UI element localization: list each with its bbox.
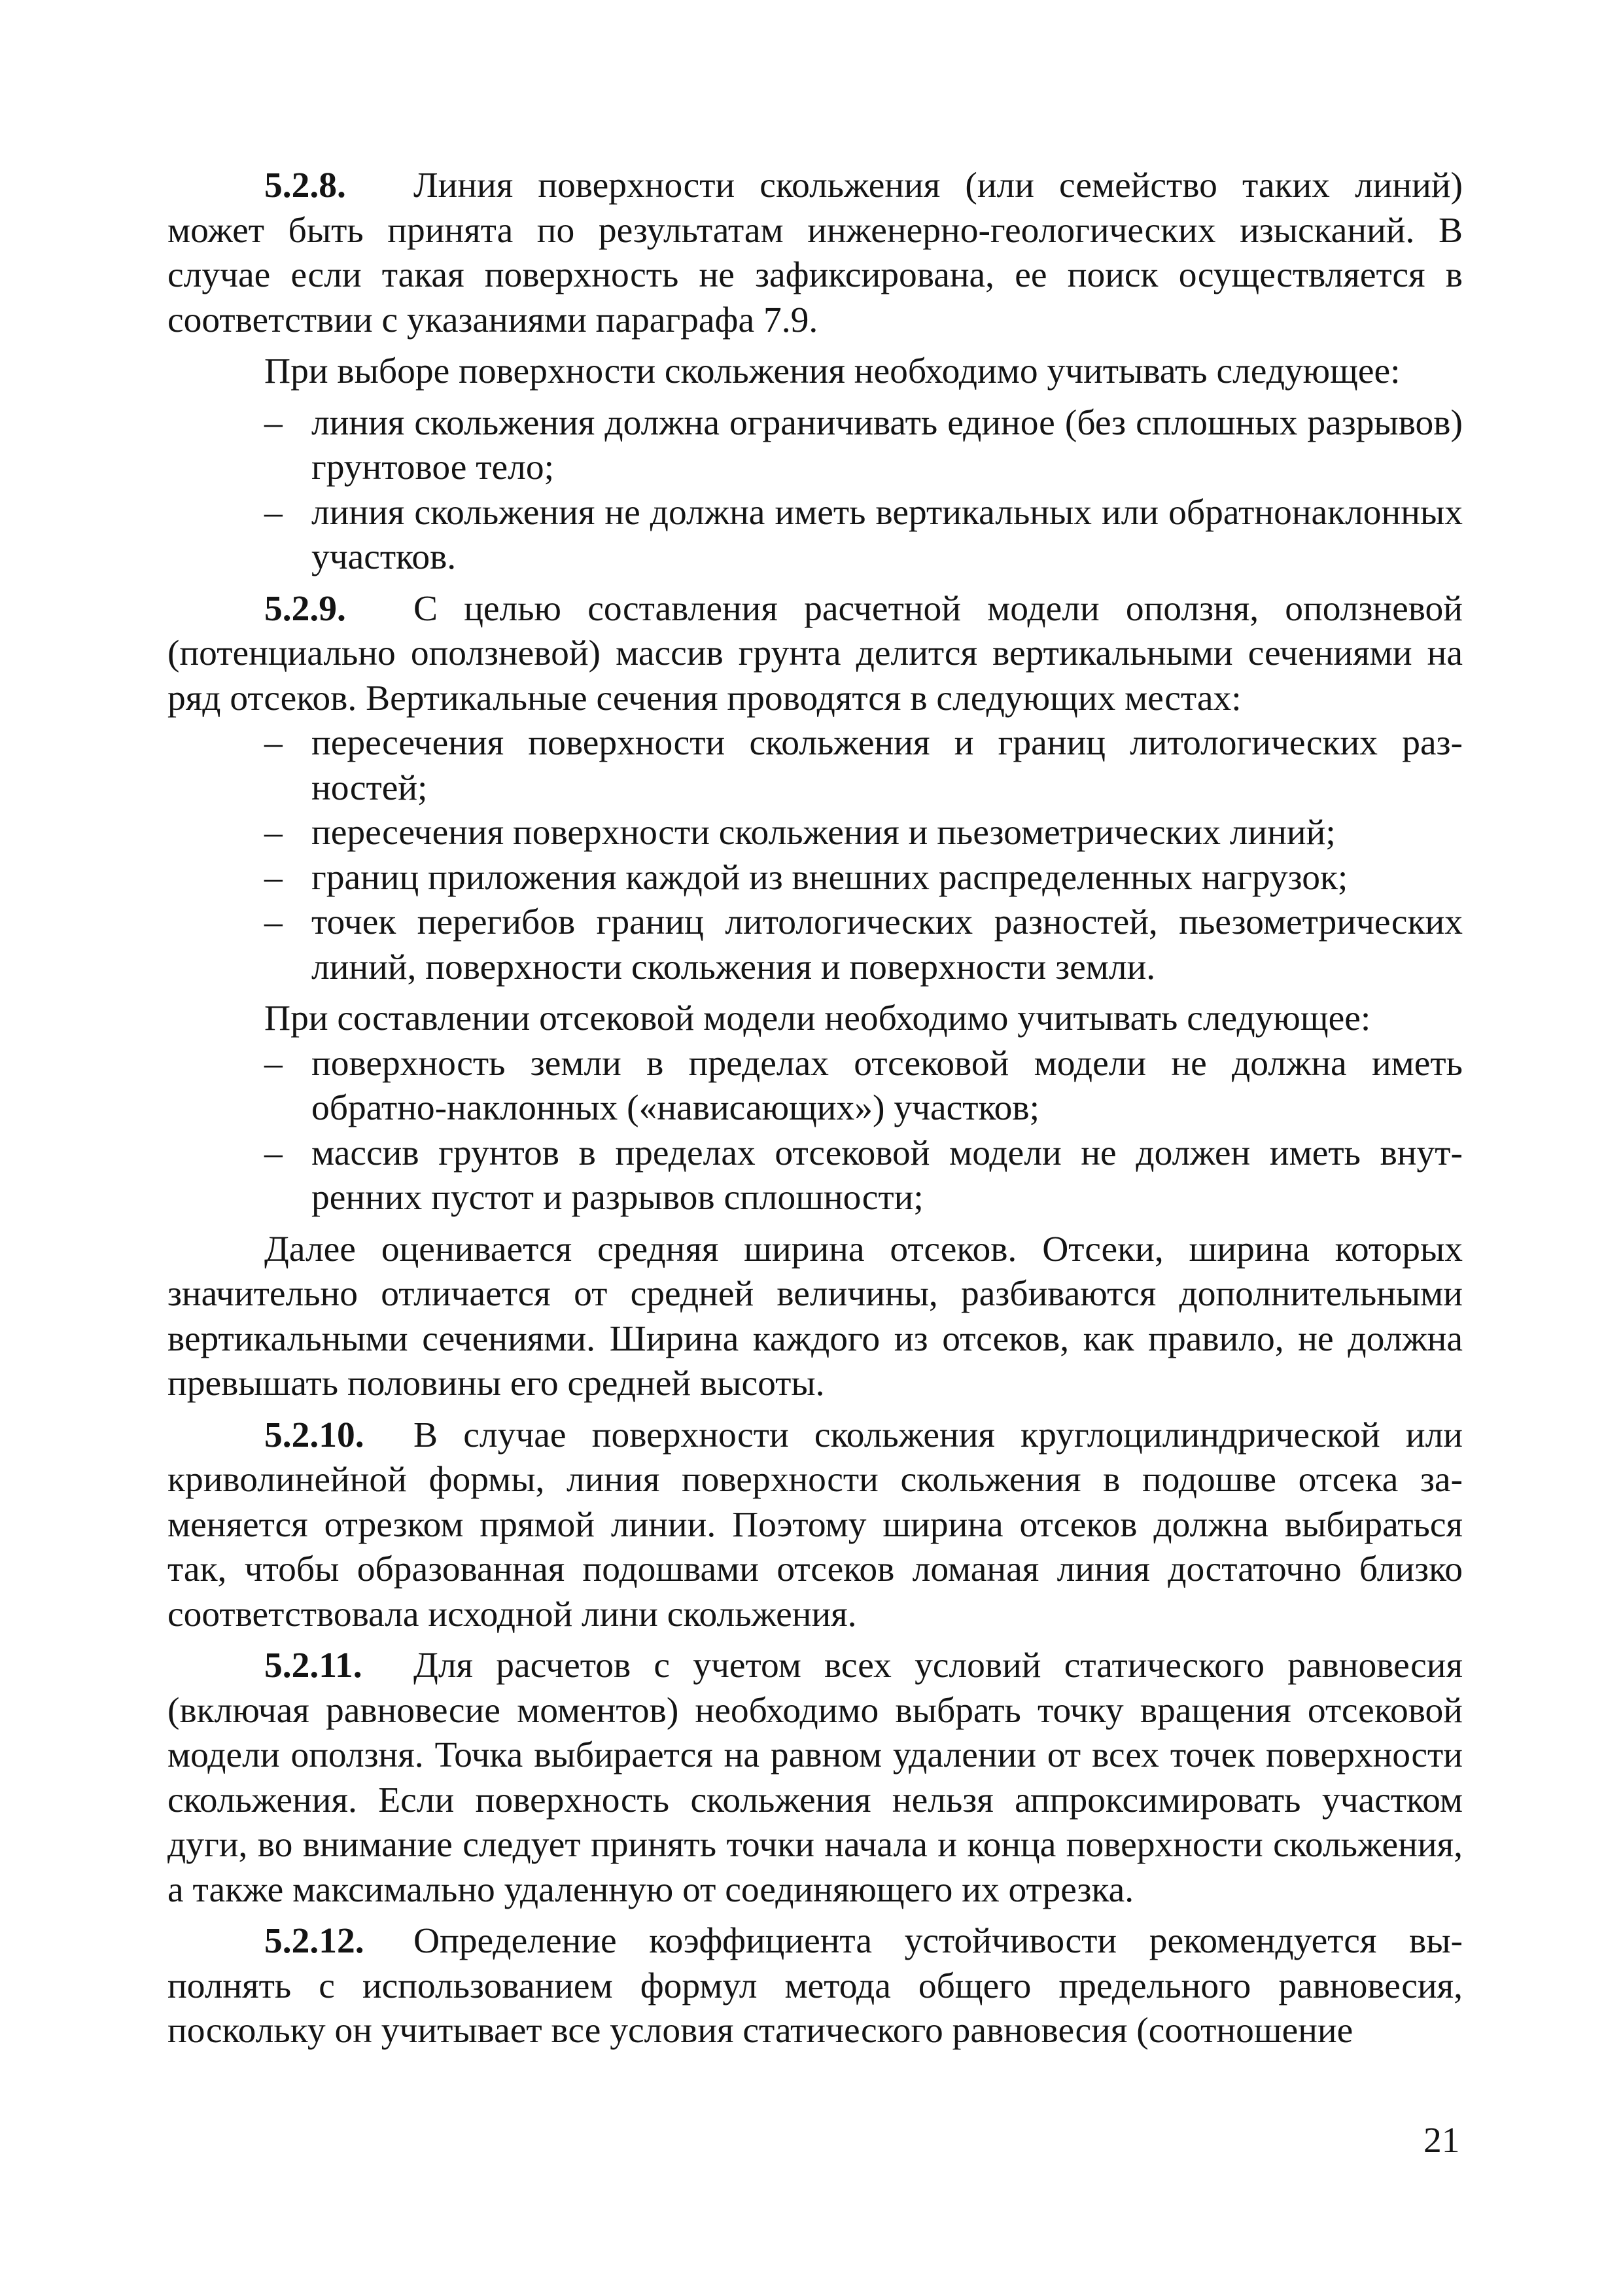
- list-marker: –: [264, 1133, 283, 1173]
- paragraph-text: Определение коэффициента устойчивости рекомендуется выполнять с использованием формул метода общего предельного равновесия, поскольку он учитывает все условия статического равновесия (соотношение: [167, 1921, 1463, 2051]
- section-number: 5.2.10.: [264, 1415, 364, 1455]
- list-marker: –: [264, 723, 283, 763]
- paragraph-text: Линия поверхности скольжения (или семейство таких линий) может быть принята по результатам инженерно-геологических изысканий. В случае если такая поверхность не зафиксирована, ее поиск осуществляется в соответствии с указаниями параграфа 7.9.: [167, 166, 1463, 340]
- paragraph-5-2-11: [167, 1644, 1463, 1913]
- section-number: 5.2.9.: [264, 588, 346, 629]
- list-marker: –: [264, 813, 283, 853]
- list-marker: –: [264, 902, 283, 942]
- list-marker: –: [264, 1043, 283, 1084]
- paragraph-5-2-10: [167, 1413, 1463, 1638]
- paragraph-text: С целью составления расчетной модели оползня, оползневой (потенциально оползневой) массив грунта делится вертикальными сечениями на ряд отсеков. Вертикальные сечения проводятся в следующих местах:: [167, 588, 1463, 718]
- paragraph-5-2-8: [167, 164, 1463, 343]
- paragraph-text: В случае поверхности скольжения круглоцилиндрической или криволинейной формы, линия поверхности скольжения в подошве отсека заменяется отрезком прямой линии. Поэтому ширина отсеков должна выбираться так, чтобы образованная подошвами отсеков ломаная линия достаточно близко соответствовала исходной лини скольжения.: [167, 1415, 1463, 1634]
- list-item: – линия скольжения должна ограничивать единое (без сплошных разрывов) грунтовое тело;: [167, 401, 1463, 491]
- page-body: [167, 164, 1463, 2060]
- list-item: – массив грунтов в пределах отсековой модели не должен иметь внутренних пустот и разрывов сплошности;: [167, 1131, 1463, 1221]
- paragraph-intro: При выборе поверхности скольжения необходимо учитывать следующее:: [264, 351, 1401, 391]
- list-item: – поверхность земли в пределах отсековой модели не должна иметь обратно-наклонных («нависающих») участков;: [167, 1042, 1463, 1131]
- list-item: – пересечения поверхности скольжения и пьезометрических линий;: [167, 811, 1463, 856]
- list-marker: –: [264, 857, 283, 898]
- paragraph-5-2-12: [167, 1919, 1463, 2054]
- bullet-list: [167, 721, 1463, 990]
- section-number: 5.2.11.: [264, 1646, 362, 1686]
- list-item: – границ приложения каждой из внешних распределенных нагрузок;: [167, 856, 1463, 901]
- paragraph-intro: При составлении отсековой модели необходимо учитывать следующее:: [264, 998, 1371, 1038]
- bullet-list: [167, 401, 1463, 580]
- list-marker: –: [264, 402, 283, 443]
- list-marker: –: [264, 492, 283, 533]
- section-number: 5.2.8.: [264, 166, 346, 205]
- list-item: – точек перегибов границ литологических разностей, пьезометрических линий, поверхности скольжения и поверхности земли.: [167, 900, 1463, 990]
- section-number: 5.2.12.: [264, 1921, 364, 1961]
- list-item: – линия скольжения не должна иметь вертикальных или обратнонаклонных участков.: [167, 491, 1463, 580]
- page-number: 21: [1423, 2121, 1460, 2161]
- paragraph-text: Далее оценивается средняя ширина отсеков. Отсеки, ширина которых значительно отличается от средней величины, разбиваются дополнительными вертикальными сечениями. Ширина каждого из отсеков, как правило, не должна превышать половины его средней высоты.: [167, 1229, 1463, 1404]
- list-item: – пересечения поверхности скольжения и границ литологических разностей;: [167, 721, 1463, 811]
- paragraph-text: Для расчетов с учетом всех условий статического равновесия (включая равновесие моментов) необходимо выбрать точку вращения отсековой модели оползня. Точка выбирается на равном удалении от всех точек поверхности скольжения. Если поверхность скольжения нельзя аппроксимировать участком дуги, во внимание следует принять точки начала и конца поверхности скольжения, а также максимально удаленную от соединяющего их отрезка.: [167, 1646, 1463, 1910]
- bullet-list: [167, 1042, 1463, 1221]
- paragraph-5-2-9: [167, 587, 1463, 722]
